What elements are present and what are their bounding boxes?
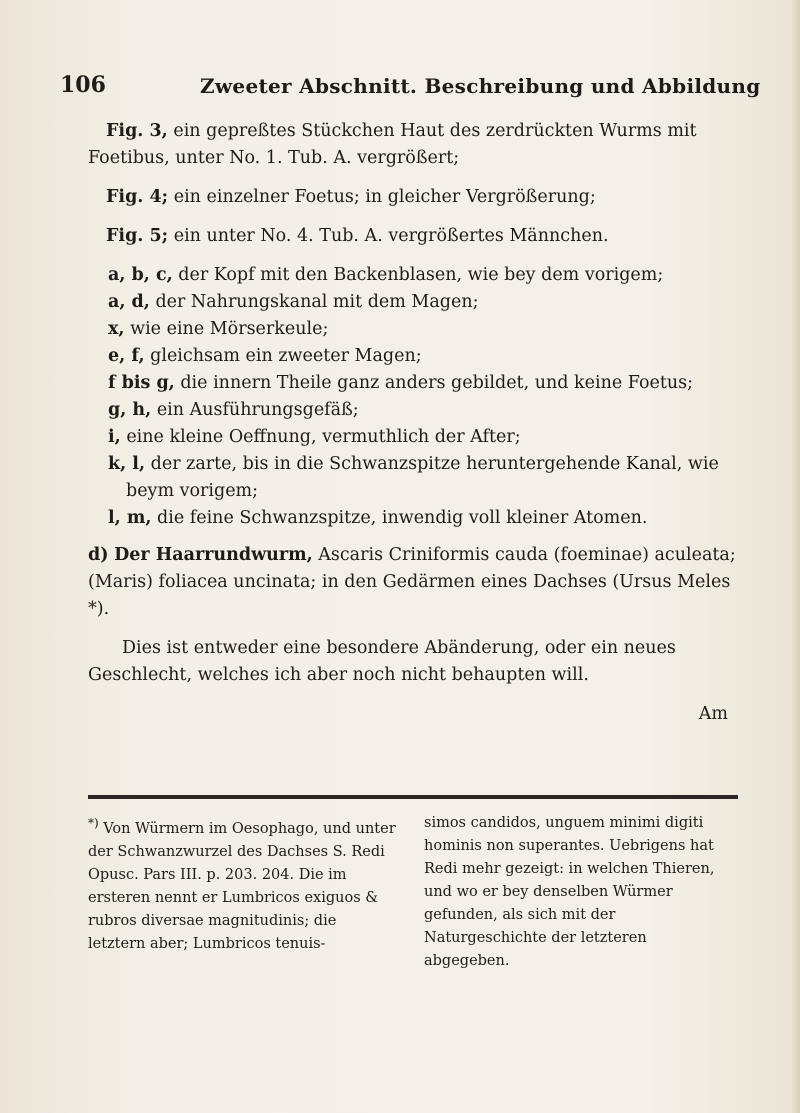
- legend-text: gleichsam ein zweeter Magen;: [150, 346, 422, 366]
- main-text: [88, 118, 738, 728]
- legend-letters: k, l,: [108, 454, 146, 474]
- legend-text: wie eine Mörserkeule;: [130, 319, 329, 339]
- legend-item: [108, 424, 738, 451]
- section-heading: Der Haarrundwurm,: [114, 545, 313, 565]
- running-title: Zweeter Abschnitt. Beschreibung und Abbildung: [200, 74, 761, 98]
- section-text: Ascaris Criniformis cauda (foeminae) aculeata; (Maris) foliacea uncinata; in den Gedärmen eines Dachses (Ursus Meles *).: [88, 545, 736, 619]
- footnote-right-text: simos candidos, unguem minimi digiti hominis non superantes. Uebrigens hat Redi mehr gezeigt: in welchen Thieren, und wo er bey denselben Würmer gefunden, als sich mit der Naturgeschichte der letzteren abgegeben.: [424, 815, 715, 969]
- legend-item: [108, 370, 738, 397]
- legend-letters: x,: [108, 319, 125, 339]
- legend-text: der Nahrungskanal mit dem Magen;: [155, 292, 479, 312]
- footnote-left-column: [88, 812, 398, 956]
- page-header: [60, 72, 760, 108]
- figure-caption: [88, 118, 738, 172]
- body-paragraph: Dies ist entweder eine besondere Abänderung, oder ein neues Geschlecht, welches ich aber noch nicht behaupten will.: [88, 638, 676, 685]
- legend-item: [108, 262, 738, 289]
- legend-letters: e, f,: [108, 346, 145, 366]
- page-number: 106: [60, 72, 106, 98]
- figure-caption: [88, 184, 738, 211]
- legend-letters: a, b, c,: [108, 265, 173, 285]
- legend-letters: f bis g,: [108, 373, 175, 393]
- legend-item: [108, 289, 738, 316]
- legend-text: eine kleine Oeffnung, vermuthlich der After;: [126, 427, 521, 447]
- legend-letters: g, h,: [108, 400, 152, 420]
- page-edge: [792, 0, 800, 1113]
- legend-letters: a, d,: [108, 292, 150, 312]
- figure-text: ein einzelner Foetus; in gleicher Vergrößerung;: [173, 187, 596, 207]
- figure-label: Fig. 5;: [106, 226, 169, 246]
- footnote-right-column: [424, 812, 734, 973]
- figure-label: Fig. 4;: [106, 187, 169, 207]
- figure-caption: [88, 223, 738, 250]
- legend-text: ein Ausführungsgefäß;: [156, 400, 359, 420]
- section-d: [88, 542, 738, 623]
- legend-text: der Kopf mit den Backenblasen, wie bey dem vorigem;: [178, 265, 664, 285]
- legend-letters: l, m,: [108, 508, 152, 528]
- legend-item: [108, 316, 738, 343]
- footnote-marker: *): [88, 816, 99, 830]
- catchword: Am: [698, 704, 728, 724]
- figure-text: ein unter No. 4. Tub. A. vergrößertes Männchen.: [173, 226, 609, 246]
- legend-letters: i,: [108, 427, 121, 447]
- footnote-left-text: Von Würmern im Oesophago, und unter der Schwanzwurzel des Dachses S. Redi Opusc. Pars III. p. 203. 204. Die im ersteren nennt er Lumbricos exiguos & rubros diversae magnitudinis; die letztern aber; Lumbricos tenuis-: [88, 820, 396, 952]
- legend-item: [108, 343, 738, 370]
- legend-item: [108, 397, 738, 424]
- legend-text: die innern Theile ganz anders gebildet, und keine Foetus;: [180, 373, 694, 393]
- footnote-rule: [88, 795, 738, 799]
- figure-text: ein gepreßtes Stückchen Haut des zerdrückten Wurms mit Foetibus, unter No. 1. Tub. A. vergrößert;: [88, 121, 697, 168]
- legend-item: [108, 505, 738, 532]
- legend-text: die feine Schwanzspitze, inwendig voll kleiner Atomen.: [157, 508, 648, 528]
- figure-label: Fig. 3,: [106, 121, 168, 141]
- legend-item: [108, 451, 738, 505]
- legend-text: der zarte, bis in die Schwanzspitze heruntergehende Kanal, wie beym vorigem;: [126, 454, 719, 501]
- section-label: d): [88, 545, 109, 565]
